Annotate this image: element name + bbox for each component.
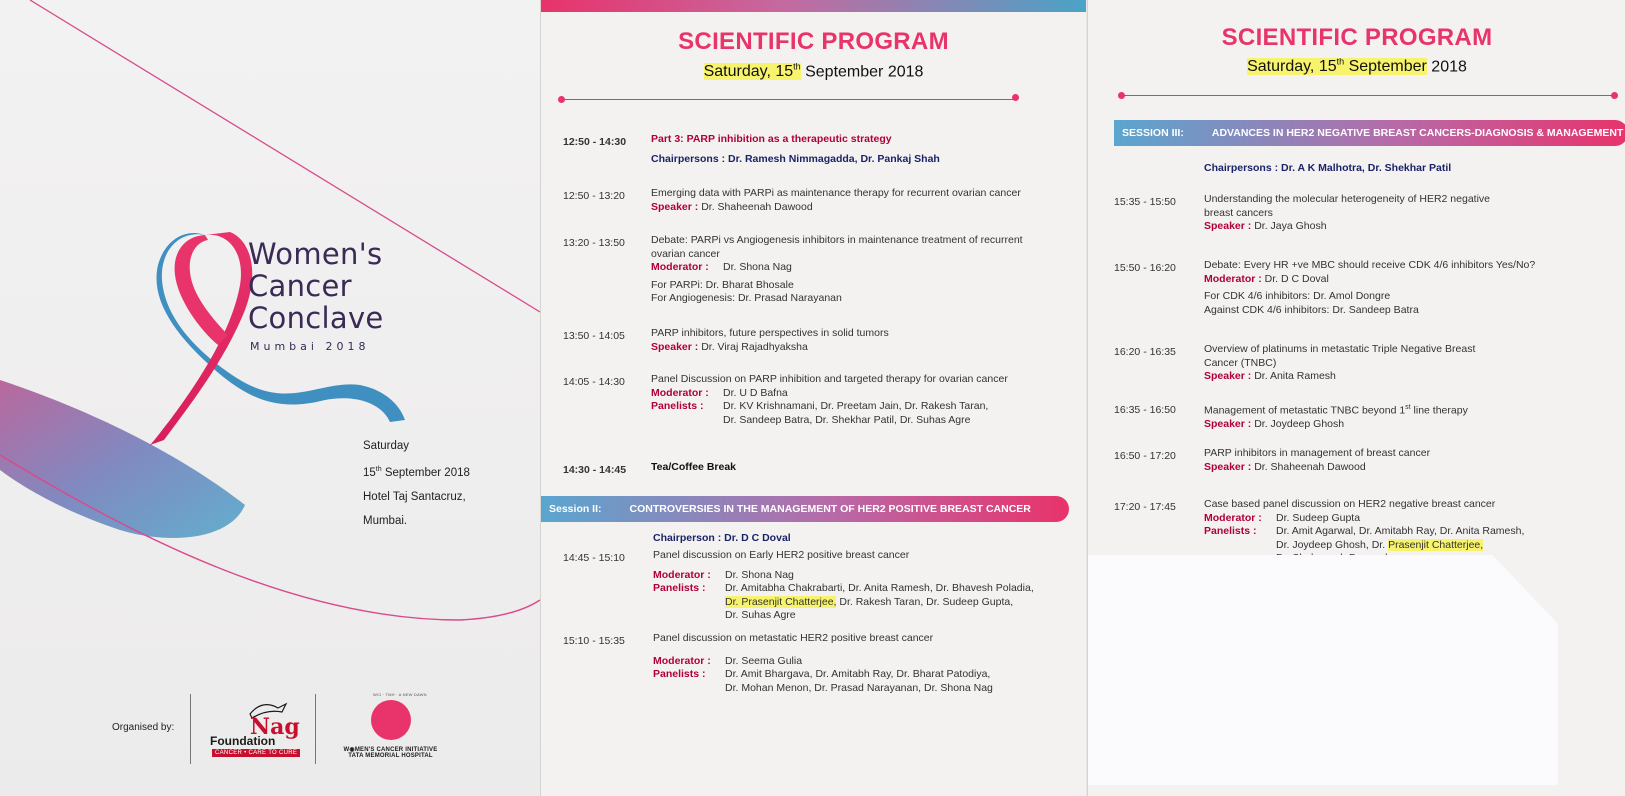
event-date-num: 15 [363,466,376,479]
session2-chair: Chairperson : Dr. D C Doval [653,532,791,544]
nag-foundation-logo [210,700,300,760]
panelists-line-2: Dr. Sandeep Batra, Dr. Shekhar Patil, Dr. Suhas Agre [723,413,971,426]
program-date [1088,57,1625,76]
panelists-line-2: Dr. Mohan Menon, Dr. Prasad Narayanan, Dr. Shona Nag [725,681,993,694]
item-speaker [1204,461,1430,475]
item-time: 16:35 - 16:50 [1114,404,1176,416]
panelists-label: Panelists : [653,582,706,594]
item-speaker [1204,418,1468,432]
conclave-brand [248,238,384,353]
debate-for: For PARPi: Dr. Bharat Bhosale [651,278,794,291]
session3-title: ADVANCES IN HER2 NEGATIVE BREAST CANCERS-DIAGNOSIS & MANAGEMENT [1211,127,1624,139]
panelists-line-2 [1276,539,1524,553]
session2-bar [541,496,1069,522]
moderator-name: Dr. Shona Nag [723,261,792,273]
speaker-name: Dr. Shaheenah Dawood [1251,460,1366,473]
panelists-label: Panelists : [1204,525,1257,537]
item-title: PARP inhibitors in management of breast cancer [1204,447,1431,459]
item-block [653,549,1034,623]
session2-title: CONTROVERSIES IN THE MANAGEMENT OF HER2 POSITIVE BREAST CANCER [629,503,1031,515]
date-highlight: Saturday, 15th September [1247,57,1427,76]
item-block [1204,447,1430,474]
date-sup: th [793,62,801,72]
panelists-line-2 [725,596,1034,610]
part3-chair: Chairpersons : Dr. Ramesh Nimmagadda, Dr. Pankaj Shah [651,153,940,165]
item-block [651,327,889,354]
item-title-1: Debate: PARPi vs Angiogenesis inhibitors in maintenance treatment of recurrent [651,234,1023,246]
debate-for: For CDK 4/6 inhibitors: Dr. Amol Dongre [1204,290,1391,302]
rule-dot-right [1611,92,1618,99]
speaker-label: Speaker : [1204,460,1252,473]
item-time: 16:50 - 17:20 [1114,450,1176,462]
item-time: 14:45 - 15:10 [563,552,625,564]
panelists-line-2-pre: Dr. Joydeep Ghosh, Dr. [1276,538,1389,551]
wci-logo [333,694,448,764]
item-moderator [1204,273,1535,287]
date-pre: Saturday, 15 [1247,58,1337,76]
speaker-label: Speaker : [651,340,699,353]
item-speaker [651,341,889,355]
speaker-name: Dr. Jaya Ghosh [1251,220,1327,232]
moderator-name: Dr. Seema Gulia [725,654,803,667]
program-title: SCIENTIFIC PROGRAM [1221,24,1493,51]
item-panelists [653,582,1034,596]
item-title: Debate: Every HR +ve MBC should receive CDK 4/6 inhibitors Yes/No? [1204,259,1536,271]
program-panel-3 [1087,0,1625,796]
event-day: Saturday [363,440,410,452]
program-title: SCIENTIFIC PROGRAM [678,28,949,55]
break-time: 14:30 - 14:45 [563,464,627,476]
speaker-label: Speaker : [1204,220,1252,232]
item-panelists [651,400,1008,414]
panelists-label: Panelists : [651,400,704,412]
item-block [653,632,993,695]
speaker-label: Speaker : [651,200,699,213]
item-block [1204,343,1475,384]
speaker-label: Speaker : [1204,418,1252,430]
item-title-1: Overview of platinums in metastatic Triple Negative Breast [1204,343,1476,355]
item-block [651,373,1008,427]
item-panelists [1204,525,1524,539]
item-block [1204,401,1468,432]
item-speaker [651,201,1021,215]
moderator-name: Dr. D C Doval [1261,272,1329,285]
item-title-sup: st [1405,404,1411,411]
event-date-rest: September 2018 [384,466,470,479]
item-title-1: Understanding the molecular heterogeneity of HER2 negative [1204,193,1491,205]
item-speaker [1204,370,1475,384]
brand-line-3: Conclave [248,301,384,335]
nag-tagline: CANCER • CARE TO CURE [212,749,300,757]
item-moderator [653,655,993,669]
item-title-2: breast cancers [1204,206,1273,219]
item-moderator [653,569,1034,583]
item-time: 12:50 - 13:20 [563,190,625,202]
item-title: PARP inhibitors, future perspectives in solid tumors [651,327,889,339]
panelists-line-1: Dr. Amit Agarwal, Dr. Amitabh Ray, Dr. Anita Ramesh, [1276,525,1525,537]
item-title: Panel discussion on Early HER2 positive breast cancer [653,549,910,561]
foundation-wordmark: Foundation [210,734,276,748]
item-time: 15:10 - 15:35 [563,635,625,647]
session3-chair: Chairpersons : Dr. A K Malhotra, Dr. Shekhar Patil [1204,162,1452,174]
brand-line-2: Cancer [248,269,352,303]
session2-label: Session II: [549,503,602,515]
organised-by-label: Organised by: [112,722,175,733]
highlighted-panelist: Dr. Prasenjit Chatterjee, [725,595,837,608]
highlighted-panelist: Prasenjit Chatterjee, [1388,538,1484,551]
cover-panel [0,0,541,796]
item-time: 15:50 - 16:20 [1114,262,1176,274]
event-city: Mumbai. [363,514,408,527]
item-title: Panel Discussion on PARP inhibition and targeted therapy for ovarian cancer [651,373,1008,385]
divider-left [190,694,191,764]
item-panelists [653,668,993,682]
session3-label: SESSION III: [1122,127,1184,139]
moderator-label: Moderator : [653,654,711,667]
item-moderator [651,387,1008,401]
panelists-label: Panelists : [653,668,706,680]
moderator-label: Moderator : [1204,511,1262,524]
wci-circle-icon [371,700,411,740]
moderator-label: Moderator : [1204,272,1262,285]
event-venue: Hotel Taj Santacruz, [363,490,466,503]
date-post: September 2018 [800,63,924,81]
speaker-name: Dr. Shaheenah Dawood [698,200,813,213]
debate-against: Against CDK 4/6 inhibitors: Dr. Sandeep Batra [1204,303,1419,316]
moderator-name: Dr. Sudeep Gupta [1276,511,1361,524]
moderator-label: Moderator : [653,568,711,581]
wci-arc-text: WCI · TMH · A NEW DAWN [373,692,427,697]
item-time: 14:05 - 14:30 [563,376,625,388]
part3-time: 12:50 - 14:30 [563,136,627,148]
event-date [363,458,470,485]
top-gradient-bar [541,0,1086,12]
item-moderator [651,261,1023,275]
panelists-line-1: Dr. Amit Bhargava, Dr. Amitabh Ray, Dr. Bharat Patodiya, [725,668,991,680]
item-title: Emerging data with PARPi as maintenance therapy for recurrent ovarian cancer [651,187,1021,199]
title-rule [563,99,1014,100]
panelists-line-1: Dr. Amitabha Chakrabarti, Dr. Anita Ramesh, Dr. Bhavesh Poladia, [725,582,1034,594]
debate-against: For Angiogenesis: Dr. Prasad Narayanan [651,292,842,304]
item-block [651,187,1021,214]
swoosh-band [0,380,245,538]
panelists-line-2-rest: Dr. Rakesh Taran, Dr. Sudeep Gupta, [836,595,1014,608]
event-date-sup: th [375,466,382,473]
program-panel-2 [541,0,1086,796]
item-block [1204,259,1535,317]
program-date [541,62,1086,81]
date-pre: Saturday, 15 [703,63,794,81]
cover-decoration [0,0,540,796]
item-time: 17:20 - 17:45 [1114,501,1176,513]
item-block [651,234,1023,306]
moderator-label: Moderator : [651,386,709,399]
date-year: 2018 [1426,58,1467,76]
panelists-line-3: Dr. Suhas Agre [725,609,796,621]
brand-subtitle: Mumbai 2018 [250,340,370,353]
moderator-label: Moderator : [651,261,709,273]
moderator-name: Dr. Shona Nag [725,568,794,581]
item-time: 16:20 - 16:35 [1114,346,1176,358]
title-rule [1123,95,1614,96]
break-title: Tea/Coffee Break [651,461,737,473]
item-time: 13:20 - 13:50 [563,237,625,249]
nag-wordmark: Nag [250,714,300,740]
item-title: Panel discussion on metastatic HER2 positive breast cancer [653,632,934,644]
date-sup: th [1336,57,1345,67]
rule-dot-right [1012,94,1019,101]
part3-title: Part 3: PARP inhibition as a therapeutic strategy [651,133,892,145]
speaker-name: Dr. Viraj Rajadhyaksha [698,340,808,353]
divider-right [315,694,316,764]
speaker-name: Dr. Anita Ramesh [1251,370,1336,382]
item-title [1204,401,1468,418]
speaker-label: Speaker : [1204,370,1252,382]
item-moderator [1204,512,1524,526]
item-title: Case based panel discussion on HER2 negative breast cancer [1204,498,1496,510]
item-time: 13:50 - 14:05 [563,330,625,342]
panelists-line-1: Dr. KV Krishnamani, Dr. Preetam Jain, Dr. Rakesh Taran, [723,400,989,412]
date-highlight [704,63,801,80]
item-block [1204,193,1490,234]
item-title-post: line therapy [1410,404,1468,417]
brand-line-1: Women's [248,237,383,271]
item-title-2: Cancer (TNBC) [1204,356,1277,369]
session3-bar [1114,120,1625,146]
item-time: 15:35 - 15:50 [1114,196,1176,208]
wci-line-1: W◉MEN'S CANCER INITIATIVE [343,747,438,753]
moderator-name: Dr. U D Bafna [723,386,788,399]
item-speaker [1204,220,1490,234]
item-title-2: ovarian cancer [651,247,720,260]
wci-line-2: TATA MEMORIAL HOSPITAL [348,753,433,759]
redacted-area [1088,555,1558,785]
speaker-name: Dr. Joydeep Ghosh [1251,418,1345,430]
item-title-pre: Management of metastatic TNBC beyond 1 [1204,404,1406,417]
event-info [363,434,470,533]
